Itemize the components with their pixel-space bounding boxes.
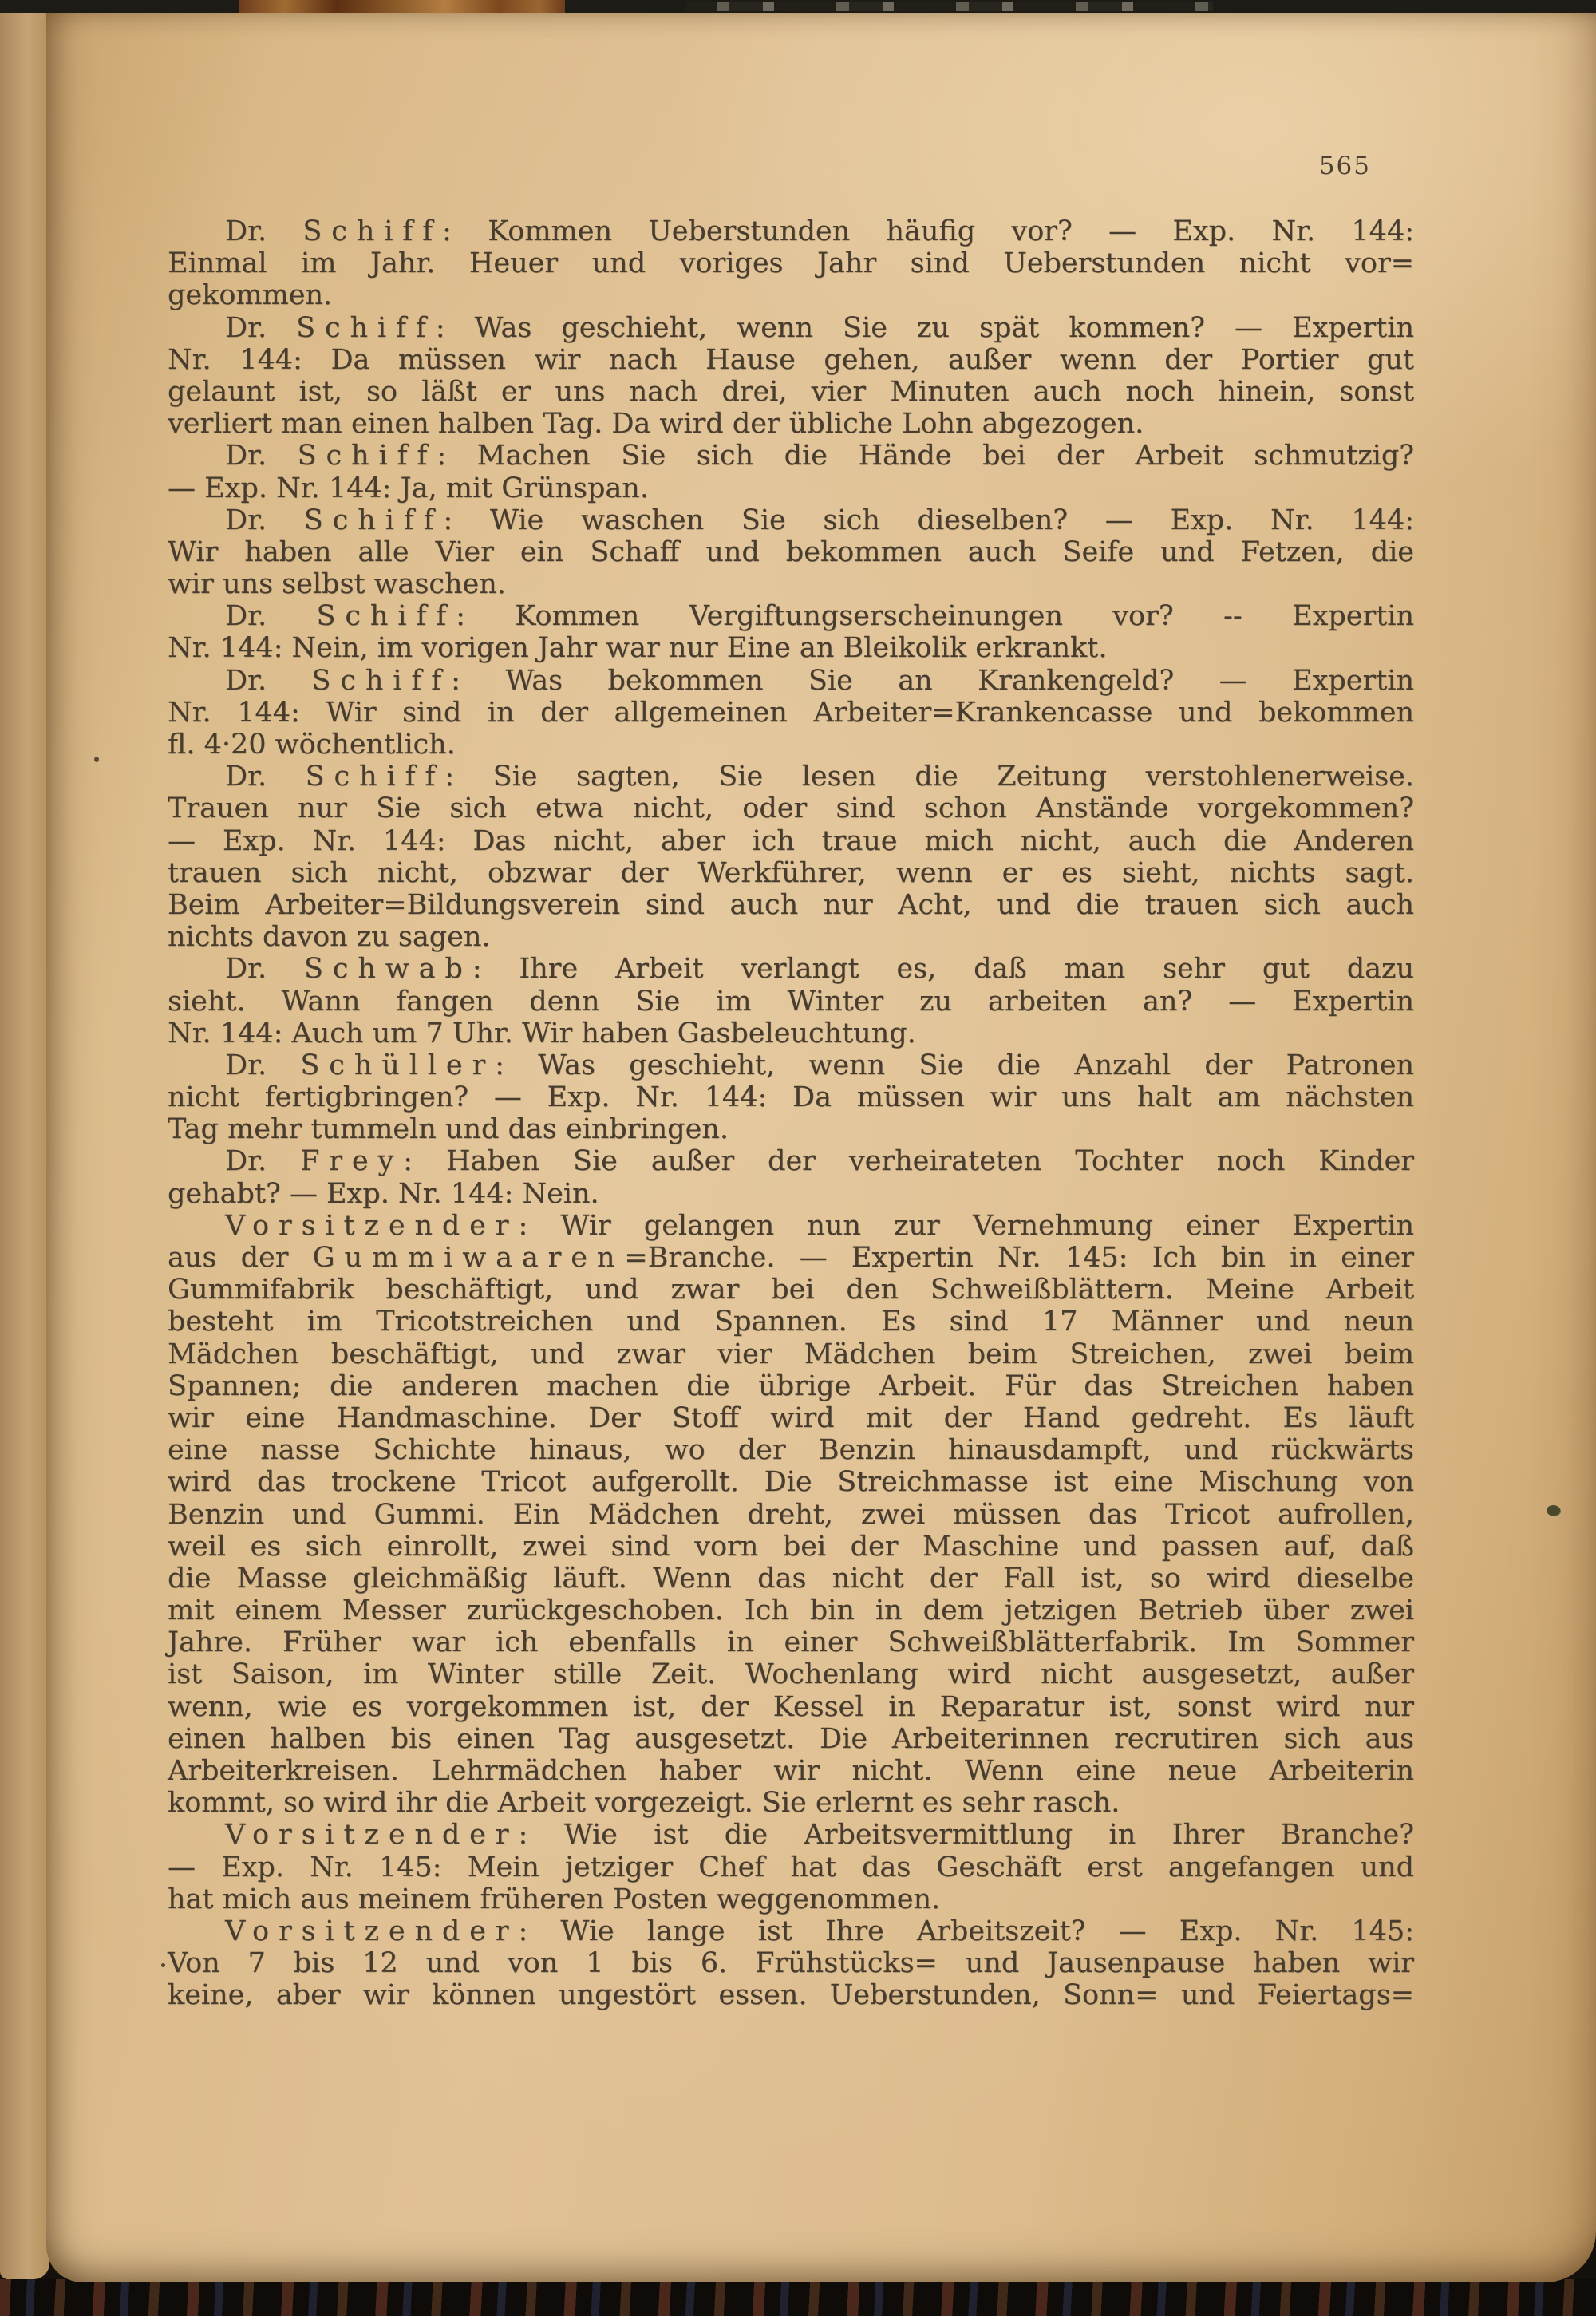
text-segment: Dr. xyxy=(225,215,303,247)
text-line xyxy=(168,440,1414,472)
text-line xyxy=(168,215,1414,247)
text-segment: Dr. xyxy=(225,1145,301,1178)
text-segment: Dr. xyxy=(225,1049,301,1081)
text-line: verliert man einen halben Tag. Da wird der übliche Lohn abgezogen. xyxy=(168,408,1144,441)
text-segment: Dr. xyxy=(225,311,297,344)
text-line: kommt, so wird ihr die Arbeit vorgezeigt. Sie erlernt es sehr rasch. xyxy=(168,1787,1120,1820)
text-line: Tag mehr tummeln und das einbringen. xyxy=(168,1113,729,1146)
text-line: besteht im Tricotstreichen und Spannen. Es sind 17 Männer und neun xyxy=(168,1306,1414,1338)
letterspaced-name: Schiff xyxy=(296,311,436,344)
text-segment: Dr. xyxy=(225,504,304,536)
text-segment: =Branche. — Expertin Nr. 145: Ich bin in einer xyxy=(624,1242,1414,1274)
text-segment: : Wie lange ist Ihre Arbeitszeit? — Exp. Nr. 145: xyxy=(518,1915,1414,1947)
text-line xyxy=(168,665,1414,697)
text-line: Gummifabrik beschäftigt, und zwar bei den Schweißblättern. Meine Arbeit xyxy=(168,1274,1414,1306)
text-line: eine nasse Schichte hinaus, wo der Benzin hinausdampft, und rückwärts xyxy=(168,1434,1414,1467)
text-segment: : Wir gelangen nun zur Vernehmung einer Expertin xyxy=(518,1209,1414,1242)
text-segment: : Wie ist die Arbeitsvermittlung in Ihrer Branche? xyxy=(518,1819,1414,1852)
text-line xyxy=(168,1242,1414,1274)
text-line: trauen sich nicht, obzwar der Werkführer, wenn er es sieht, nichts sagt. xyxy=(168,856,1414,889)
text-segment: : Was geschieht, wenn Sie die Anzahl der Patronen xyxy=(495,1049,1414,1081)
text-line: gehabt? — Exp. Nr. 144: Nein. xyxy=(168,1177,599,1210)
text-line: Beim Arbeiter=Bildungsverein sind auch nur Acht, und die trauen sich auch xyxy=(168,888,1414,921)
letterspaced-name: Schwab xyxy=(303,953,472,986)
text-segment: Dr. xyxy=(225,600,317,633)
marbled-edge-brown xyxy=(239,0,565,13)
letterspaced-name: Schiff xyxy=(297,440,437,472)
text-line: Spannen; die anderen machen die übrige Arbeit. Für das Streichen haben xyxy=(168,1369,1414,1402)
letterspaced-name: Vorsitzender xyxy=(225,1819,519,1852)
text-segment: : Machen Sie sich die Hände bei der Arbeit schmutzig? xyxy=(437,440,1415,472)
text-line: Einmal im Jahr. Heuer und voriges Jahr sind Ueberstunden nicht vor= xyxy=(168,247,1414,280)
text-line: wird das trockene Tricot aufgerollt. Die Streichmasse ist eine Mischung von xyxy=(168,1466,1414,1499)
ink-speck xyxy=(1547,1505,1560,1516)
text-segment: Dr. xyxy=(225,953,304,986)
text-line: nicht fertigbringen? — Exp. Nr. 144: Da müssen wir uns halt am nächsten xyxy=(168,1081,1414,1114)
text-segment: : Was bekommen Sie an Krankengeld? — Expertin xyxy=(451,664,1414,697)
letterspaced-name: Schiff xyxy=(311,664,452,697)
text-line: sieht. Wann fangen denn Sie im Winter zu arbeiten an? — Expertin xyxy=(168,985,1414,1018)
text-line: gelaunt ist, so läßt er uns nach drei, vier Minuten auch noch hinein, sonst xyxy=(168,375,1414,408)
text-segment: Dr. xyxy=(225,440,298,472)
ink-speck xyxy=(94,757,99,762)
text-line: einen halben bis einen Tag ausgesetzt. Die Arbeiterinnen recrutiren sich aus xyxy=(168,1722,1414,1755)
letterspaced-name: Gummiwaaren xyxy=(312,1242,625,1274)
text-line: wenn, wie es vorgekommen ist, der Kessel in Reparatur ist, sonst wird nur xyxy=(168,1690,1414,1723)
page-text xyxy=(168,215,1414,2012)
text-line: nichts davon zu sagen. xyxy=(168,921,491,954)
text-line xyxy=(168,1819,1414,1851)
text-line: mit einem Messer zurückgeschoben. Ich bin in dem jetzigen Betrieb über zwei xyxy=(168,1595,1414,1627)
text-segment: aus der xyxy=(168,1242,313,1274)
letterspaced-name: Frey xyxy=(300,1145,404,1178)
text-line xyxy=(168,1210,1414,1242)
text-line: — Exp. Nr. 144: Das nicht, aber ich traue mich nicht, auch die Anderen xyxy=(168,824,1414,857)
page-number: 565 xyxy=(1318,152,1371,180)
text-line xyxy=(168,953,1414,985)
text-line xyxy=(168,1049,1414,1081)
text-line: Von 7 bis 12 und von 1 bis 6. Frühstücks= und Jausenpause haben wir xyxy=(168,1947,1414,1980)
text-segment: : Kommen Ueberstunden häufig vor? — Exp. Nr. 144: xyxy=(442,215,1414,247)
text-segment: Dr. xyxy=(225,761,306,793)
ink-speck xyxy=(161,1963,165,1967)
text-line xyxy=(168,504,1414,536)
marbled-edge-gray xyxy=(686,2,1213,11)
text-line: — Exp. Nr. 144: Ja, mit Grünspan. xyxy=(168,472,649,504)
text-line: wir eine Handmaschine. Der Stoff wird mit der Hand gedreht. Es läuft xyxy=(168,1401,1414,1434)
book-bottom-marbled-edge xyxy=(0,2279,1596,2316)
text-line: wir uns selbst waschen. xyxy=(168,568,506,601)
letterspaced-name: Schiff xyxy=(302,215,442,247)
text-line xyxy=(168,761,1414,792)
text-line: weil es sich einrollt, zwei sind vorn bei der Maschine und passen auf, daß xyxy=(168,1530,1414,1563)
text-line: Mädchen beschäftigt, und zwar vier Mädchen beim Streichen, zwei beim xyxy=(168,1338,1414,1370)
letterspaced-name: Schiff xyxy=(303,504,444,536)
text-segment: : Was geschieht, wenn Sie zu spät kommen? — Expertin xyxy=(435,311,1414,344)
text-line: fl. 4·20 wöchentlich. xyxy=(168,729,456,761)
text-line: gekommen. xyxy=(168,279,333,312)
text-segment: : Wie waschen Sie sich dieselben? — Exp. Nr. 144: xyxy=(443,504,1414,536)
text-line: — Exp. Nr. 145: Mein jetziger Chef hat das Geschäft erst angefangen und xyxy=(168,1851,1414,1883)
text-line xyxy=(168,1145,1414,1177)
text-line: Nr. 144: Da müssen wir nach Hause gehen, außer wenn der Portier gut xyxy=(168,343,1414,376)
text-line: Arbeiterkreisen. Lehrmädchen haber wir nicht. Wenn eine neue Arbeiterin xyxy=(168,1755,1414,1787)
letterspaced-name: Schüller xyxy=(300,1049,496,1081)
text-line: Nr. 144: Wir sind in der allgemeinen Arbeiter=Krankencasse und bekommen xyxy=(168,696,1414,729)
text-line xyxy=(168,1915,1414,1947)
letterspaced-name: Vorsitzender xyxy=(225,1915,519,1947)
under-page-edge xyxy=(0,11,49,2279)
text-segment: : Ihre Arbeit verlangt es, daß man sehr gut dazu xyxy=(472,953,1414,986)
text-line xyxy=(168,312,1414,344)
book-top-edge xyxy=(0,0,1596,13)
text-line: Jahre. Früher war ich ebenfalls in einer Schweißblätterfabrik. Im Sommer xyxy=(168,1626,1414,1659)
letterspaced-name: Vorsitzender xyxy=(225,1209,519,1242)
book-page xyxy=(46,11,1596,2282)
text-segment: : Sie sagten, Sie lesen die Zeitung verstohlenerweise. xyxy=(444,761,1415,793)
text-line: Nr. 144: Nein, im vorigen Jahr war nur Eine an Bleikolik erkrankt. xyxy=(168,632,1108,665)
letterspaced-name: Schiff xyxy=(305,761,445,793)
text-line: die Masse gleichmäßig läuft. Wenn das nicht der Fall ist, so wird dieselbe xyxy=(168,1562,1414,1595)
text-line: Nr. 144: Auch um 7 Uhr. Wir haben Gasbeleuchtung. xyxy=(168,1017,916,1049)
text-segment: : Kommen Vergiftungserscheinungen vor? -- Expertin xyxy=(456,600,1414,633)
text-line: Benzin und Gummi. Ein Mädchen dreht, zwei müssen das Tricot aufrollen, xyxy=(168,1498,1414,1531)
text-line: hat mich aus meinem früheren Posten weggenommen. xyxy=(168,1883,941,1915)
text-segment: : Haben Sie außer der verheirateten Tochter noch Kinder xyxy=(403,1145,1414,1178)
text-line: ist Saison, im Winter stille Zeit. Wochenlang wird nicht ausgesetzt, außer xyxy=(168,1658,1414,1691)
text-line: keine, aber wir können ungestört essen. Ueberstunden, Sonn= und Feiertags= xyxy=(168,1979,1414,2012)
letterspaced-name: Schiff xyxy=(316,600,456,633)
text-line xyxy=(168,600,1414,632)
text-line: Wir haben alle Vier ein Schaff und bekommen auch Seife und Fetzen, die xyxy=(168,536,1414,568)
text-segment: Dr. xyxy=(225,664,312,697)
text-line: Trauen nur Sie sich etwa nicht, oder sind schon Anstände vorgekommen? xyxy=(168,792,1414,825)
